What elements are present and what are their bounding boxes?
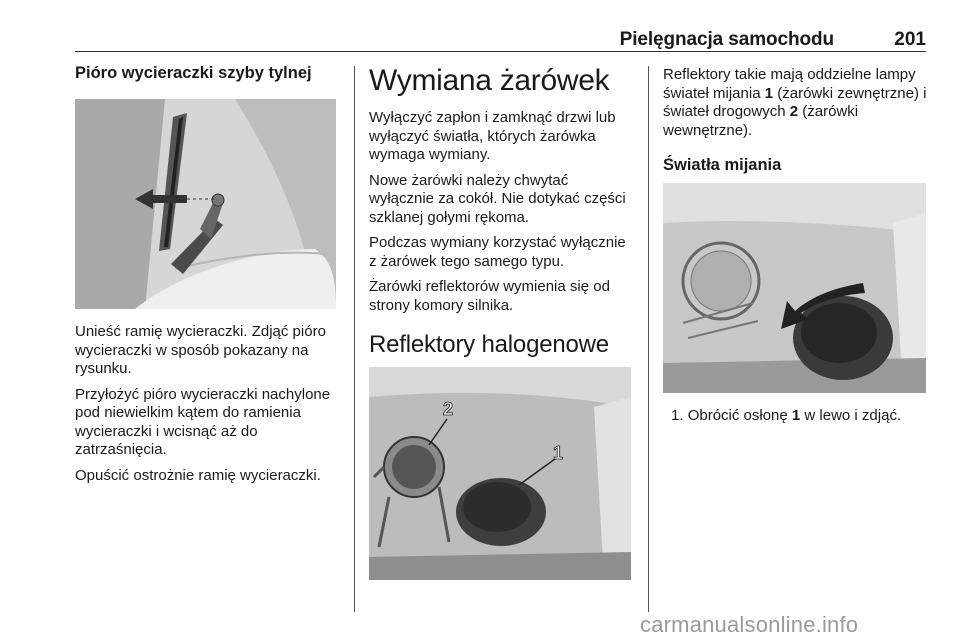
- paragraph: Przyłożyć pióro wycieraczki nachylone pod niewielkim kątem do ramienia wycieraczki i wcisnąć aż do zatrzaśnięcia.: [75, 385, 331, 458]
- step-item: 1. Obrócić osłonę 1 w lewo i zdjąć.: [671, 407, 902, 424]
- column-bulbs: [369, 64, 635, 580]
- paragraph: Wyłączyć zapłon i zamknąć drzwi lub wyłączyć światła, których żarówka wymaga wymiany.: [369, 109, 616, 163]
- column-low-beam: [663, 64, 929, 426]
- paragraph: Opuścić ostrożnie ramię wycieraczki.: [75, 466, 321, 484]
- steps-list: [663, 407, 929, 426]
- callout-label-1: 1: [553, 443, 564, 463]
- page-number: 201: [894, 29, 926, 50]
- low-beam-cover-illustration: [663, 183, 926, 393]
- halogen-headlight-illustration: [369, 367, 631, 580]
- paragraph: Nowe żarówki należy chwytać wyłącznie za cokół. Nie dotykać części szklanej gołymi rękoma.: [369, 171, 626, 226]
- section-heading-low-beam: Światła mijania: [663, 156, 782, 174]
- column-divider-1: [354, 66, 355, 612]
- column-divider-2: [648, 66, 649, 612]
- column-wiper: [75, 64, 343, 492]
- paragraph: Unieść ramię wycieraczki. Zdjąć pióro wycieraczki w sposób pokazany na rysunku.: [75, 323, 326, 377]
- paragraph: Żarówki reflektorów wymienia się od strony komory silnika.: [369, 278, 610, 314]
- section-title-halogen: Reflektory halogenowe: [369, 331, 609, 358]
- header-title: Pielęgnacja samochodu: [619, 29, 834, 50]
- wiper-illustration: [75, 99, 336, 309]
- intro-paragraph: Reflektory takie mają oddzielne lampy świateł mijania 1 (żarówki zewnętrzne) i świateł drogowych 2 (żarówki wewnętrzne).: [663, 66, 927, 139]
- header-rule: [75, 51, 926, 52]
- watermark: carmanualsonline.info: [640, 612, 859, 637]
- page-header: [75, 29, 926, 49]
- section-heading-wiper: Pióro wycieraczki szyby tylnej: [75, 64, 312, 82]
- paragraph: Podczas wymiany korzystać wyłącznie z żarówek tego samego typu.: [369, 234, 626, 270]
- section-title-bulb-replacement: Wymiana żarówek: [369, 64, 610, 97]
- callout-label-2: 2: [443, 399, 454, 419]
